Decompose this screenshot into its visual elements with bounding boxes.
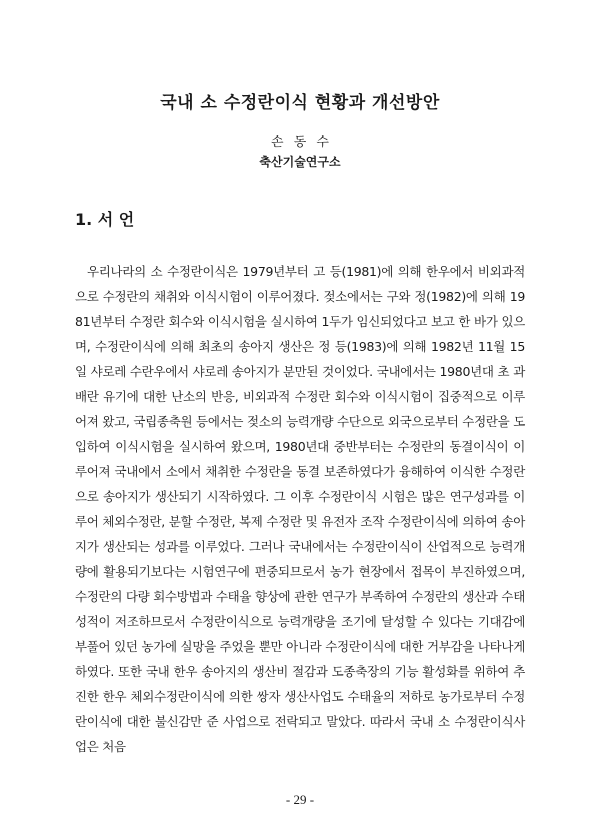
author-name: 손 동 수 xyxy=(271,135,329,150)
section-heading: 1. 서 언 xyxy=(75,210,135,229)
paper-title: 국내 소 수정란이식 현황과 개선방안 xyxy=(160,93,440,113)
author-affiliation: 축산기술연구소 xyxy=(259,155,341,169)
page-number: - 29 - xyxy=(285,792,315,807)
body-paragraph: 우리나라의 소 수정란이식은 1979년부터 고 등(1981)에 의해 한우에서 비외과적으로 수정란의 채취와 이식시험이 이루어졌다. 젖소에서는 구와 정(1982)에 의해 1981년부터 수정란 회수와 이식시험을 실시하여 1두가 임신되었다고 보고 한 바가 있으며, 수정란이식에 의해 최초의 송아지 생산은 정 등(1983)에 의해 1982년 11월 15일 샤로레 수란우에서 샤로레 송아지가 분만된 것이었다. 국내에서는 1980년대 초 과배란 유기에 대한 난소의 반응, 비외과적 수정란 회수와 이식시험이 집중적으로 이루어져 왔고, 국립종축원 등에서는 젖소의 능력개량 수단으로 외국으로부터 수정란을 도입하여 이식시험을 실시하여 왔으며, 1980년대 중반부터는 수정란의 동결이식이 이루어져 국내에서 소에서 채취한 수정란을 동결 보존하였다가 융해하여 이식한 수정란으로 송아지가 생산되기 시작하였다. 그 이후 수정란이식 시험은 많은 연구성과를 이루어 체외수정란, 분할 수정란, 복제 수정란 및 유전자 조작 수정란이식에 의하여 송아지가 생산되는 성과를 이루었다. 그러나 국내에서는 수정란이식이 산업적으로 능력개량에 활용되기보다는 시험연구에 편중되므로서 농가 현장에서 접목이 부진하였으며, 수정란의 다량 회수방법과 수태율 향상에 관한 연구가 부족하여 수정란의 생산과 수태 성적이 저조하므로서 수정란이식으로 능력개량을 조기에 달성할 수 있다는 기대감에 부풀어 있던 농가에 실망을 주었을 뿐만 아니라 수정란이식에 대한 거부감을 나타나게 하였다. 또한 국내 한우 송아지의 생산비 절감과 도종축장의 기능 활성화를 위하여 추진한 한우 체외수정란이식에 의한 쌍자 생산사업도 수태율의 저하로 농가로부터 수정란이식에 대한 불신감만 준 사업으로 전락되고 말았다. 따라서 국내 소 수정란이식사업은 처음 xyxy=(75,264,525,754)
